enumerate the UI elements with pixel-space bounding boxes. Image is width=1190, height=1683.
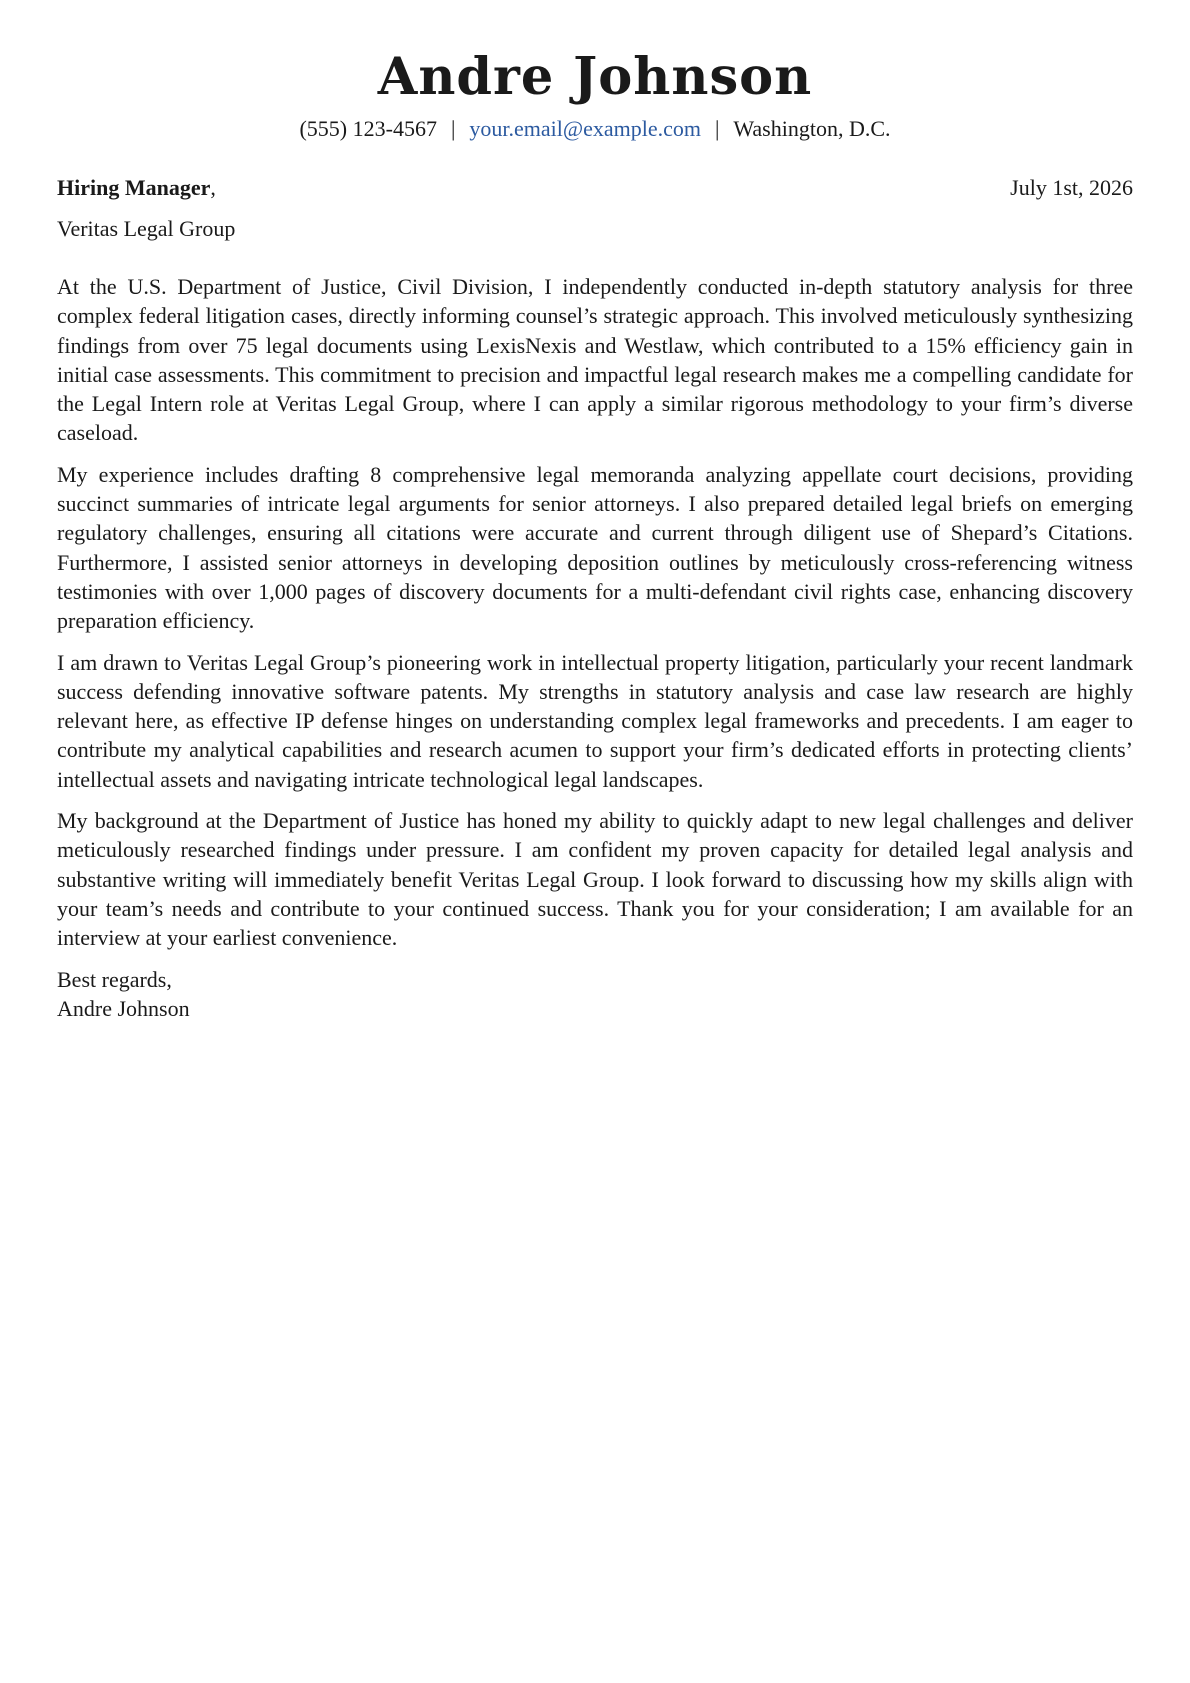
recipient-company: Veritas Legal Group <box>57 216 236 241</box>
closing-signature: Andre Johnson <box>57 995 190 1021</box>
contact-separator: | <box>450 116 456 141</box>
body-paragraph: I am drawn to Veritas Legal Group’s pioneering work in intellectual property litigation, particularly your recent landmark success defending innovative software patents. My strengths in statutory analysis and case law research are highly relevant here, as effective IP defense hinges on understanding complex legal frameworks and precedents. I am eager to contribute my analytical capabilities and research acumen to support your firm’s dedicated efforts in protecting clients’ intellectual assets and navigating intricate technological legal landscapes. <box>57 649 1133 792</box>
contact-separator: | <box>715 116 720 141</box>
letter-body <box>57 272 1133 953</box>
closing-salutation: Best regards, <box>57 966 172 992</box>
recipient-title-comma: , <box>210 175 216 200</box>
letter-closing <box>57 965 1133 1023</box>
recipient-row <box>57 173 1133 203</box>
applicant-name: Andre Johnson <box>377 47 813 107</box>
body-paragraph: At the U.S. Department of Justice, Civil Division, I independently conducted in-depth statutory analysis for three complex federal litigation cases, directly informing counsel’s strategic approach. This involved meticulously synthesizing findings from over 75 legal documents using LexisNexis and Westlaw, which contributed to a 15% efficiency gain in initial case assessments. This commitment to precision and impactful legal research makes me a compelling candidate for the Legal Intern role at Veritas Legal Group, where I can apply a similar rigorous methodology to your firm’s diverse caseload. <box>57 274 1133 446</box>
location: Washington, D.C. <box>733 116 891 141</box>
body-paragraph: My background at the Department of Justice has honed my ability to quickly adapt to new legal challenges and deliver meticulously researched findings under pressure. I am confident my proven capacity for detailed legal analysis and substantive writing will immediately benefit Veritas Legal Group. I look forward to discussing how my skills align with your team’s needs and contribute to your continued success. Thank you for your consideration; I am available for an interview at your earliest convenience. <box>57 808 1133 951</box>
contact-line <box>57 114 1133 144</box>
body-paragraph: My experience includes drafting 8 comprehensive legal memoranda analyzing appellate court decisions, providing succinct summaries of intricate legal arguments for senior attorneys. I also prepared detailed legal briefs on emerging regulatory challenges, ensuring all citations were accurate and current through diligent use of Shepard’s Citations. Furthermore, I assisted senior attorneys in developing deposition outlines by meticulously cross-referencing witness testimonies with over 1,000 pages of discovery documents for a multi-defendant civil rights case, enhancing discovery preparation efficiency. <box>57 461 1133 634</box>
phone-number: (555) 123-4567 <box>299 116 437 141</box>
email-link[interactable]: your.email@example.com <box>469 116 701 141</box>
cover-letter-page <box>57 40 1133 1023</box>
letter-date: July 1st, 2026 <box>1010 175 1133 200</box>
recipient-title-text: Hiring Manager <box>57 175 211 200</box>
recipient-title <box>57 173 216 203</box>
